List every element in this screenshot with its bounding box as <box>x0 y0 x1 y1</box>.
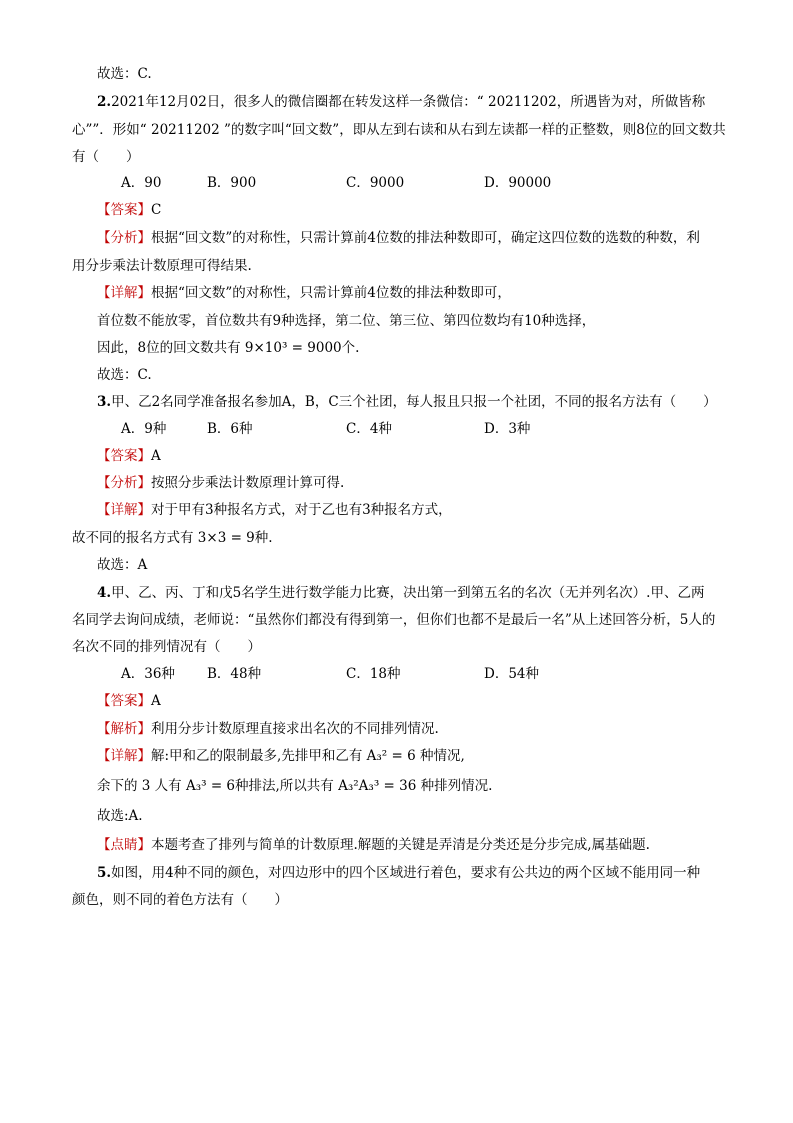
q3-selection: 故选：A <box>97 557 148 573</box>
detail-tag: 【详解】 <box>97 748 151 764</box>
q5-stem-line2: 颜色，则不同的着色方法有（ ） <box>72 892 288 908</box>
q2-option-c: C．9000 <box>346 175 405 191</box>
q3-detail-line1: 【详解】对于甲有3种报名方式，对于乙也有3种报名方式， <box>97 502 452 518</box>
q3-analysis: 【分析】按照分步乘法计数原理计算可得. <box>97 475 345 491</box>
q2-analysis-line1: 【分析】根据“回文数”的对称性，只需计算前4位数的排法种数即可，确定这四位数的选数的种数，利 <box>97 230 700 246</box>
q2-stem-line3: 有（ ） <box>72 149 140 165</box>
answer-tag: 【答案】 <box>97 202 151 218</box>
q4-stem-line3: 名次不同的排列情况有（ ） <box>72 639 261 655</box>
q4-number: 4. <box>97 585 112 601</box>
q2-answer: 【答案】C <box>97 202 162 218</box>
answer-tag: 【答案】 <box>97 693 151 709</box>
q3-option-b: B．6种 <box>207 421 253 437</box>
analysis-tag: 【分析】 <box>97 475 151 491</box>
q4-stem-line1: 4.甲、乙、丙、丁和戊5名学生进行数学能力比赛，决出第一到第五名的名次（无并列名次）.甲、乙两 <box>97 585 705 601</box>
q2-option-a: A．90 <box>121 175 162 191</box>
detail-tag: 【详解】 <box>97 285 151 301</box>
q2-number: 2. <box>97 94 112 110</box>
comment-tag: 【点睛】 <box>97 837 151 853</box>
q4-option-d: D．54种 <box>484 666 540 682</box>
q2-analysis-line2: 用分步乘法计数原理可得结果. <box>72 258 252 274</box>
q4-answer: 【答案】A <box>97 693 161 709</box>
q2-stem-line2: 心””．形如“ 20211202 ”的数字叫“回文数”，即从左到右读和从右到左读都一样的正整数，则8位的回文数共 <box>72 122 726 138</box>
answer-tag: 【答案】 <box>97 448 151 464</box>
q2-detail-line3: 因此，8位的回文数共有 9×10³ = 9000个. <box>97 340 360 356</box>
q4-option-a: A．36种 <box>121 666 175 682</box>
q3-stem: 3.甲、乙2名同学准备报名参加A，B，C三个社团，每人报且只报一个社团，不同的报名方法有（ ） <box>97 394 717 410</box>
q3-option-c: C．4种 <box>346 421 392 437</box>
q4-comment: 【点睛】本题考查了排列与简单的计数原理.解题的关键是弄清是分类还是分步完成,属基础题. <box>97 837 650 853</box>
detail-tag: 【详解】 <box>97 502 151 518</box>
q4-selection: 故选:A. <box>97 808 143 824</box>
q2-selection: 故选：C. <box>97 367 152 383</box>
q2-option-b: B．900 <box>207 175 257 191</box>
q4-detail-line1: 【详解】解:甲和乙的限制最多,先排甲和乙有 A₃² = 6 种情况, <box>97 748 465 764</box>
q3-option-a: A．9种 <box>121 421 167 437</box>
q2-detail-line2: 首位数不能放零，首位数共有9种选择，第二位、第三位、第四位数均有10种选择， <box>97 313 596 329</box>
q4-option-c: C．18种 <box>346 666 401 682</box>
q2-stem-line1: 2.2021年12月02日，很多人的微信圈都在转发这样一条微信：“ 20211202，所遇皆为对，所做皆称 <box>97 94 706 110</box>
q3-detail-line2: 故不同的报名方式有 3×3 = 9种. <box>72 530 273 546</box>
q1-selection: 故选：C. <box>97 66 152 82</box>
analysis-tag: 【解析】 <box>97 721 151 737</box>
q4-stem-line2: 名同学去询问成绩，老师说：“虽然你们都没有得到第一，但你们也都不是最后一名”从上述回答分析，5人的 <box>72 612 716 628</box>
q2-detail-line1: 【详解】根据“回文数”的对称性，只需计算前4位数的排法种数即可， <box>97 285 511 301</box>
q3-option-d: D．3种 <box>484 421 531 437</box>
q2-option-d: D．90000 <box>484 175 552 191</box>
q4-option-b: B．48种 <box>207 666 262 682</box>
analysis-tag: 【分析】 <box>97 230 151 246</box>
q3-answer: 【答案】A <box>97 448 161 464</box>
q4-detail-line2: 余下的 3 人有 A₃³ = 6种排法,所以共有 A₃²A₃³ = 36 种排列情况. <box>97 778 493 794</box>
q5-number: 5. <box>97 865 112 881</box>
q5-stem-line1: 5.如图，用4种不同的颜色，对四边形中的四个区域进行着色，要求有公共边的两个区域不能用同一种 <box>97 865 701 881</box>
q3-number: 3. <box>97 394 112 410</box>
q4-analysis: 【解析】利用分步计数原理直接求出名次的不同排列情况. <box>97 721 439 737</box>
